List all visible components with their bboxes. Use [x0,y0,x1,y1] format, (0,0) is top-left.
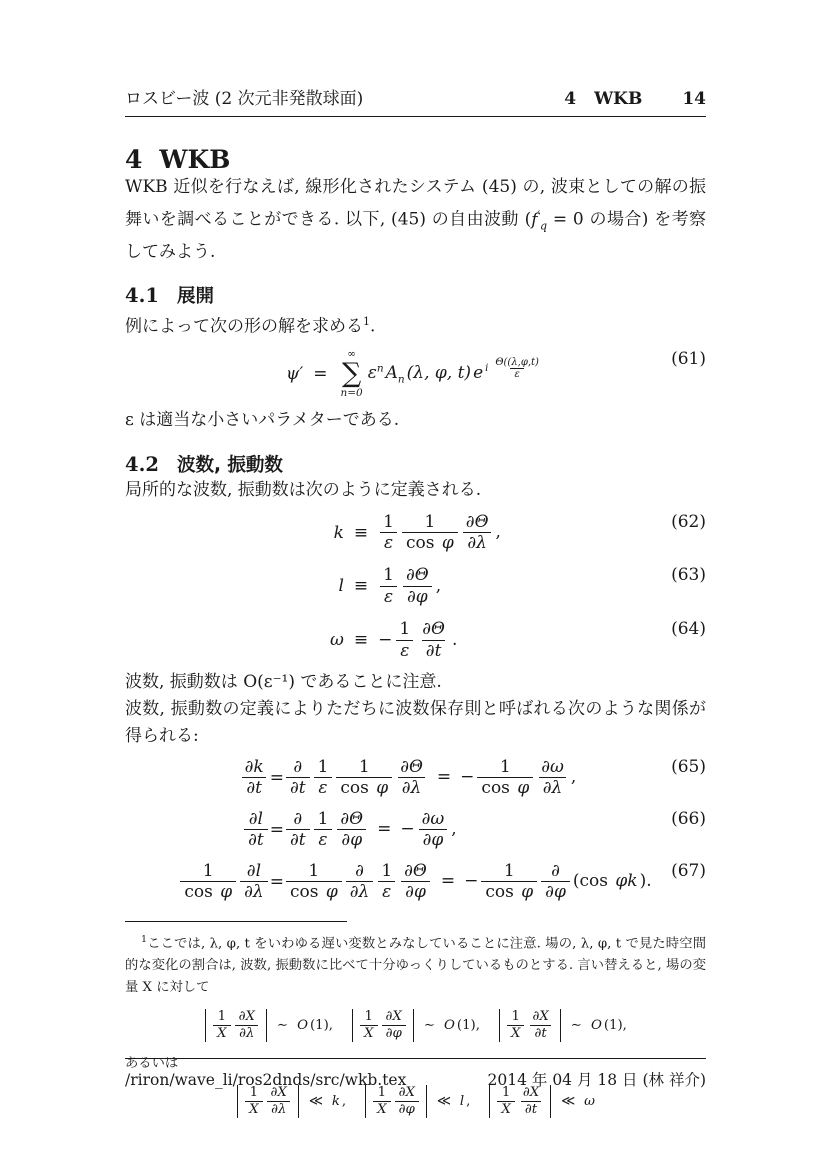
equation-number: (64) [671,619,706,640]
fraction: $\frac{\partial l}{\partial\lambda}$ [240,861,268,903]
fraction: $\frac{1}{\varepsilon}$ [314,809,333,851]
equation-row: ψ′ = ∞ ∑ n=0 $\varepsilon^n$ $A_n$ (λ, φ, t) e $^{i \frac{\Theta((\lambda,\varphi,t)}{\varepsilon}}$ (61) [286,347,706,400]
subsection-42-title: 波数, 振動数 [176,454,283,476]
summation-symbol: ∞ ∑ n=0 [340,347,363,400]
order-note-paragraph: 波数, 振動数は O(ε⁻¹) であることに注意. [125,672,442,693]
section-heading [125,145,706,174]
fraction: $\frac{1}{\varepsilon}$ [377,861,396,903]
absolute-value [205,1009,267,1042]
fraction: $\frac{1}{\text{cos φ}}$ [336,757,392,799]
section-title: WKB [159,145,231,174]
fraction: $\frac{\partial}{\partial\varphi}$ [541,861,570,903]
fraction: $\frac{\partial}{\partial\lambda}$ [346,861,374,903]
fraction: $\frac{1}{\text{cos φ}}$ [481,861,537,903]
fraction: $\frac{\partial\Theta}{\partial\varphi}$ [402,565,433,607]
equation-row: ω ≡ − $\frac{1}{\varepsilon}$ $\frac{\partial\Theta}{\partial t}$ . (64) [330,619,706,661]
fraction: $\frac{1}{\text{cos φ}}$ [180,861,236,903]
equation-group-61 [125,343,706,405]
absolute-value [352,1009,414,1042]
fraction: $\frac{1}{\text{cos φ}}$ [286,861,342,903]
footer-rule [125,1058,706,1059]
equation-row: k ≡ $\frac{1}{\varepsilon}$ $\frac{1}{\text{cos φ}}$ $\frac{\partial\Theta}{\partial\lambda}$ , (62) [333,511,706,554]
equation-number: (61) [671,348,706,369]
fraction: $\frac{\partial X}{\partial t}$ [532,1009,549,1042]
subsection-41-number: 4.1 [125,284,159,308]
footnote-reference: 1 [363,315,370,329]
footnote-paragraph [125,929,706,998]
fraction: $\frac{1}{X}$ [507,1009,524,1042]
expand-intro-paragraph: 例によって次の形の解を求める$^1$. [125,315,376,337]
absolute-value [499,1009,561,1042]
fraction: $\frac{\partial X}{\partial\lambda}$ [267,1085,291,1118]
running-head-title: ロスビー波 (2 次元非発散球面) [125,89,364,109]
absolute-value [489,1085,551,1118]
absolute-value [237,1085,299,1118]
fraction: $\frac{\partial\Theta}{\partial t}$ [422,619,445,661]
footnote-marker: 1 [141,934,148,946]
equation-group-65-67 [125,752,706,907]
equation-group-62-64 [125,506,706,667]
wkb-intro-paragraph [125,174,706,266]
page-footer [125,1058,706,1090]
fraction: $\frac{\partial}{\partial t}$ [286,757,310,799]
fraction: $\frac{\partial X}{\partial\varphi}$ [395,1085,419,1118]
fraction: $\frac{\partial\Theta}{\partial\lambda}$ [462,512,493,554]
fraction: $\frac{\partial\omega}{\partial\lambda}$ [537,757,568,799]
fraction: $\frac{1}{\varepsilon}$ [379,565,398,607]
epsilon-note-paragraph: ε は適当な小さいパラメターである. [125,409,400,430]
footnote-alt-text: あるいは [125,1056,179,1072]
subsection-42-number: 4.2 [125,452,159,476]
fraction: $\frac{\partial\omega}{\partial\varphi}$ [418,809,449,851]
equation-number: (65) [671,757,706,778]
fraction: $\frac{1}{X}$ [497,1085,514,1118]
equation-number: (63) [671,565,706,586]
fraction: $\frac{1}{\text{cos φ}}$ [402,512,458,554]
wkb-intro-text-end: = 0 の場合) を考察してみよう. [125,209,706,263]
running-head-section-title: WKB [594,89,643,109]
wkb-intro-text: WKB 近似を行なえば, 線形化されたシステム (45) の, 波束としての解の振舞いを調べることができる. 以下, (45) の自由波動 ( [125,177,706,230]
fraction: $\frac{1}{X}$ [360,1009,377,1042]
footer-file-path: /riron/wave_li/ros2dnds/src/wkb.tex [125,1071,407,1089]
fraction: $\frac{\partial X}{\partial\varphi}$ [382,1009,406,1042]
text-column [125,0,706,1129]
equation-row: $\frac{\partial k}{\partial t}$ = $\frac{\partial}{\partial t}$ $\frac{1}{\varepsilon}$ $\frac{1}{\text{cos φ}}$ $\frac{\partial\Theta}{\partial\lambda}$ = − $\frac{1}{\text{cos φ}}$ $\frac{\partial\omega}{\partial\lambda}$ , (65) [178,752,652,804]
fraction: $\frac{\partial X}{\partial t}$ [522,1085,540,1118]
fraction: $\frac{\partial\Theta}{\partial\varphi}$ [336,809,367,851]
fraction: $\frac{\partial l}{\partial t}$ [244,809,268,851]
running-head-section-number: 4 [564,89,577,109]
fraction: $\frac{1}{X}$ [245,1085,262,1118]
subsection-heading-42 [125,451,706,477]
running-head-page-number: 14 [682,89,706,109]
equation-number: (62) [671,511,706,532]
footer-date: 2014 年 04 月 18 日 (林 祥介) [487,1071,706,1089]
conservation-intro-paragraph: 波数, 振動数の定義によりただちに波数保存則と呼ばれる次のような関係が得られる: [125,699,706,747]
equation-number: (66) [671,808,706,829]
wavenumber-intro-paragraph: 局所的な波数, 振動数は次のように定義される. [125,479,482,500]
fraction: $\frac{\partial k}{\partial t}$ [241,757,268,799]
f-prime-q-variable: $f'_q$ [531,208,548,233]
subsection-41-title: 展開 [176,286,214,308]
fraction: $\frac{1}{X}$ [373,1085,390,1118]
fraction: $\frac{\partial X}{\partial\lambda}$ [235,1009,259,1042]
footnote-equation-2: $\frac{1}{X}$ $\frac{\partial X}{\partial\lambda}$ ≪ k , $\frac{1}{X}$ $\frac{\partial X}{\partial\varphi}$ ≪ l , $\frac{1}{X}$ $\frac{\partial X}{\partial t}$ ≪ ω [125,1085,706,1118]
fraction: $\frac{\Theta((\lambda,\varphi,t)}{\varepsilon}$ [495,357,539,381]
subsection-heading-41 [125,282,706,308]
footnote-equation-1: $\frac{1}{X}$ $\frac{\partial X}{\partial\lambda}$ ∼ O (1), $\frac{1}{X}$ $\frac{\partial X}{\partial\varphi}$ ∼ O (1), $\frac{1}{X}$ $\frac{\partial X}{\partial t}$ ∼ O (1), [125,1009,706,1042]
running-head-section [564,89,706,109]
fraction: $\frac{1}{\varepsilon}$ [379,512,398,554]
equation-row: $\frac{\partial l}{\partial t}$ = $\frac{\partial}{\partial t}$ $\frac{1}{\varepsilon}$ $\frac{\partial\Theta}{\partial\varphi}$ = − $\frac{\partial\omega}{\partial\varphi}$ , (66) [178,804,652,856]
fraction: $\frac{1}{\text{cos φ}}$ [477,757,533,799]
footer-row [125,1068,706,1090]
fraction: $\frac{1}{\varepsilon}$ [314,757,333,799]
footnote-rule [125,921,347,922]
fraction: $\frac{\partial}{\partial t}$ [286,809,310,851]
fraction: $\frac{1}{\varepsilon}$ [395,619,414,661]
equation-row: $\frac{1}{\text{cos φ}}$ $\frac{\partial l}{\partial\lambda}$ = $\frac{1}{\text{cos φ}}$ $\frac{\partial}{\partial\lambda}$ $\frac{1}{\varepsilon}$ $\frac{\partial\Theta}{\partial\varphi}$ = − $\frac{1}{\text{cos φ}}$ $\frac{\partial}{\partial\varphi}$ (cos φk ). (67) [178,856,652,908]
footnote-text: ここでは, λ, φ, t をいわゆる遅い変数とみなしていることに注意. 場の, λ, φ, t で見た時空間的な変化の割合は, 波数, 振動数に比べて十分ゆっくりしているものとする. 言い替えると, 場の変量 X に対して [125,936,706,995]
fraction: $\frac{\partial\Theta}{\partial\varphi}$ [400,861,431,903]
equation-row: l ≡ $\frac{1}{\varepsilon}$ $\frac{\partial\Theta}{\partial\varphi}$ , (63) [338,565,706,607]
equation-number: (67) [671,860,706,881]
running-head [125,84,706,109]
absolute-value [365,1085,427,1118]
header-rule [125,116,706,117]
fraction: $\frac{1}{X}$ [213,1009,230,1042]
section-number: 4 [125,145,143,174]
fraction: $\frac{\partial\Theta}{\partial\lambda}$ [396,757,427,799]
